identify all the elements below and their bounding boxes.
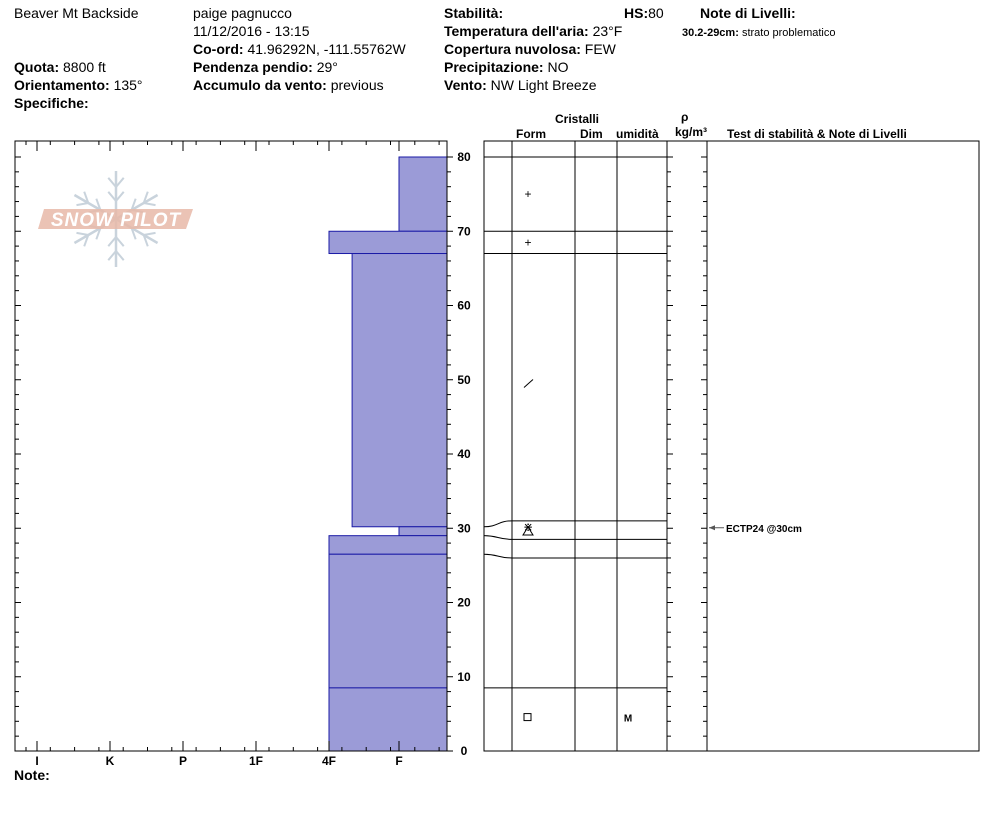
note-livelli-depth: 30.2-29cm: — [682, 27, 739, 39]
hardness-label: K — [105, 754, 115, 768]
stabilita-label: Stabilità: — [444, 5, 504, 21]
watermark-text: SNOW PILOT — [50, 210, 182, 231]
snowflake-branch — [144, 203, 156, 205]
layer-table — [484, 141, 979, 751]
quota-value: 8800 ft — [63, 59, 106, 75]
hardness-layer-bar — [329, 554, 447, 688]
hardness-layer-bar — [399, 157, 447, 231]
coord-value: 41.96292N, -111.55762W — [247, 41, 406, 57]
stability-test-label: ECTP24 @30cm — [726, 523, 802, 535]
hardness-label: F — [395, 754, 403, 768]
y-tick-label: 40 — [457, 447, 471, 461]
hardness-label: I — [35, 754, 39, 768]
form-header: Form — [516, 127, 546, 141]
hardness-label: P — [178, 754, 188, 768]
accumulo-label: Accumulo da vento: — [193, 77, 327, 93]
cristalli-header: Cristalli — [555, 112, 600, 126]
y-tick-label: 60 — [457, 298, 471, 313]
hardness-layer-bar — [329, 231, 447, 253]
temp-label: Temperatura dell'aria: — [444, 23, 589, 39]
snowflake-branch — [144, 233, 156, 235]
hardness-label: 4F — [321, 754, 337, 768]
observer-name: paige pagnucco — [193, 5, 292, 21]
layer-connector — [484, 536, 512, 540]
orient-value: 135° — [113, 77, 143, 93]
crystal-symbol — [524, 379, 533, 387]
crystal-symbol: + — [524, 235, 532, 250]
density-unit-header: kg/m³ — [675, 125, 708, 139]
table-frame — [484, 141, 979, 751]
quota-label: Quota: — [14, 59, 60, 75]
temp-value: 23°F — [592, 23, 623, 39]
precip-label: Precipitazione: — [444, 59, 544, 75]
y-tick-label: 80 — [457, 150, 471, 164]
pendenza-label: Pendenza pendio: — [193, 59, 313, 75]
layer-connector — [484, 521, 512, 527]
crystal-symbol — [524, 714, 531, 721]
dim-header: Dim — [580, 127, 603, 141]
coord-label: Co-ord: — [193, 41, 244, 57]
rho-header: ρ — [681, 110, 689, 124]
snowflake-branch — [76, 233, 88, 235]
hardness-layers — [329, 157, 447, 751]
hardness-layer-bar — [329, 536, 447, 555]
copertura-label: Copertura nuvolosa: — [444, 41, 581, 57]
datetime: 11/12/2016 - 13:15 — [193, 23, 310, 39]
umidita-header: umidità — [616, 127, 659, 141]
specifiche-label: Specifiche: — [14, 95, 89, 111]
accumulo-value: previous — [330, 77, 384, 93]
y-tick-label: 30 — [457, 521, 471, 536]
hs-value: 80 — [648, 5, 664, 21]
orient-label: Orientamento: — [14, 77, 110, 93]
crystal-symbol: + — [524, 187, 532, 202]
hardness-label: 1F — [248, 754, 264, 768]
note-label: Note: — [14, 767, 50, 783]
snowpilot-watermark — [38, 171, 193, 267]
note-livelli-text: strato problematico — [741, 27, 836, 39]
hs-label: HS: — [624, 5, 649, 21]
y-tick-label: 10 — [457, 669, 471, 684]
stability-arrow-head — [709, 525, 715, 530]
vento-label: Vento: — [444, 77, 487, 93]
hardness-layer-bar — [399, 527, 447, 536]
y-tick-label: 0 — [460, 744, 468, 758]
note-livelli-label: Note di Livelli: — [700, 5, 796, 21]
y-tick-label: 70 — [457, 224, 471, 239]
hardness-layer-bar — [352, 254, 447, 527]
y-tick-label: 50 — [457, 372, 471, 387]
vento-value: NW Light Breeze — [490, 77, 597, 93]
y-tick-label: 20 — [457, 595, 471, 610]
location-name: Beaver Mt Backside — [14, 5, 139, 21]
stability-notes-header: Test di stabilità & Note di Livelli — [727, 127, 907, 141]
moisture-label: M — [623, 713, 633, 725]
copertura-value: FEW — [584, 41, 616, 57]
layer-connector — [484, 554, 512, 558]
snowflake-branch — [76, 203, 88, 205]
hardness-layer-bar — [329, 688, 447, 751]
precip-value: NO — [547, 59, 569, 75]
crystal-symbol: ⋇ — [522, 519, 534, 534]
pendenza-value: 29° — [316, 59, 338, 75]
